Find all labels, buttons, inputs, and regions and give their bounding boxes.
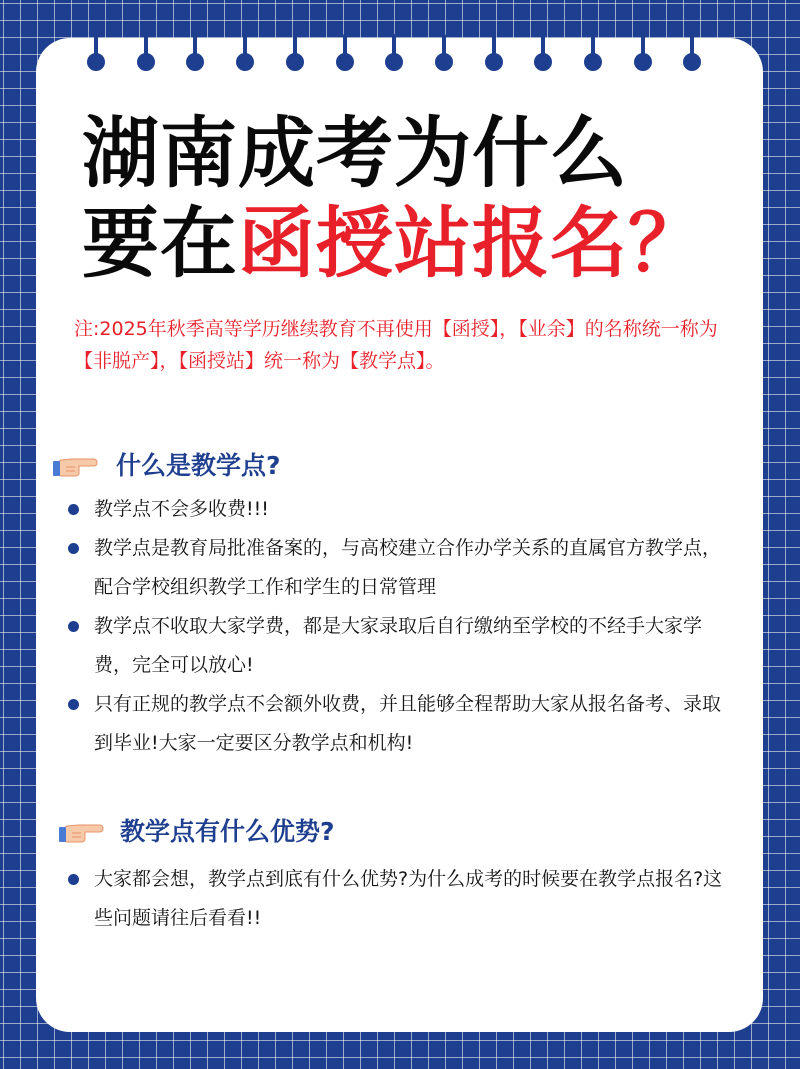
- binder-ring: [385, 34, 403, 71]
- binder-ring-hole: [336, 53, 354, 71]
- title-line-2-prefix: 要在: [82, 200, 238, 289]
- bullet-dot: [68, 543, 79, 554]
- binder-ring: [534, 34, 552, 71]
- list-item: [66, 860, 734, 938]
- section-1-list: [66, 490, 726, 763]
- binder-ring-hole: [286, 53, 304, 71]
- binder-ring-hole: [634, 53, 652, 71]
- binder-ring: [87, 34, 105, 71]
- binder-ring: [485, 34, 503, 71]
- section-1-title: 什么是教学点?: [116, 451, 281, 480]
- binder-ring-hole: [435, 53, 453, 71]
- title-line-1: 湖南成考为什么: [82, 110, 628, 199]
- bullet-dot: [68, 874, 79, 885]
- list-item-text: 只有正规的教学点不会额外收费，并且能够全程帮助大家从报名备考、录取到毕业!大家一定要区分教学点和机构!: [94, 693, 722, 754]
- binder-ring: [286, 34, 304, 71]
- title-line-2: [82, 200, 706, 289]
- binder-ring: [336, 34, 354, 71]
- binder-ring-hole: [385, 53, 403, 71]
- list-item: [66, 490, 726, 529]
- section-1-heading: [52, 446, 281, 482]
- binder-ring: [435, 34, 453, 71]
- binder-ring-hole: [87, 53, 105, 71]
- title-line-2-highlight: 函授站报名？: [238, 200, 706, 289]
- list-item-text: 教学点是教育局批准备案的，与高校建立合作办学关系的直属官方教学点，配合学校组织教学工作和学生的日常管理: [94, 537, 722, 598]
- bullet-dot: [68, 621, 79, 632]
- binder-rings: [0, 0, 800, 80]
- list-item: [66, 529, 726, 607]
- pointing-hand-icon: [58, 817, 104, 843]
- binder-ring-hole: [137, 53, 155, 71]
- section-2-list: [66, 860, 734, 938]
- section-2-heading: [58, 812, 335, 848]
- binder-ring-hole: [683, 53, 701, 71]
- binder-ring-hole: [534, 53, 552, 71]
- pointing-hand-icon: [52, 451, 98, 477]
- binder-ring: [186, 34, 204, 71]
- section-2-title: 教学点有什么优势?: [120, 817, 335, 846]
- binder-ring: [236, 34, 254, 71]
- list-item-text: 教学点不会多收费!!!: [94, 498, 269, 520]
- bullet-dot: [68, 699, 79, 710]
- binder-ring: [683, 34, 701, 71]
- binder-ring: [584, 34, 602, 71]
- binder-ring: [634, 34, 652, 71]
- notice-text: 注:2025年秋季高等学历继续教育不再使用【函授】，【业余】的名称统一称为【非脱产】，【函授站】统一称为【教学点】。: [74, 318, 718, 372]
- list-item: [66, 607, 726, 685]
- binder-ring-hole: [186, 53, 204, 71]
- list-item-text: 大家都会想，教学点到底有什么优势?为什么成考的时候要在教学点报名?这些问题请往后看看!!: [94, 868, 723, 929]
- bullet-dot: [68, 504, 79, 515]
- list-item-text: 教学点不收取大家学费，都是大家录取后自行缴纳至学校的不经手大家学费，完全可以放心!: [94, 615, 703, 676]
- binder-ring: [137, 34, 155, 71]
- binder-ring-hole: [485, 53, 503, 71]
- binder-ring-hole: [584, 53, 602, 71]
- binder-ring-hole: [236, 53, 254, 71]
- list-item: [66, 685, 726, 763]
